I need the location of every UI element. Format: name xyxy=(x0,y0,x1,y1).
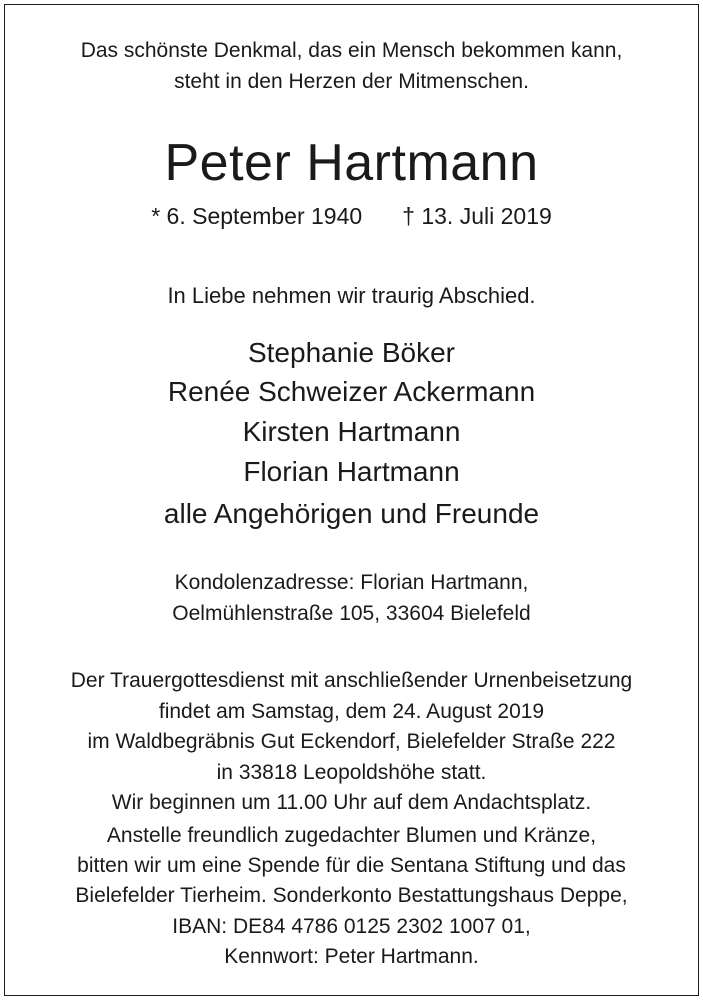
mourner-name: Florian Hartmann xyxy=(243,456,460,487)
motto-line: steht in den Herzen der Mitmenschen. xyxy=(174,70,529,93)
donation-info-line: Anstelle freundlich zugedachter Blumen und Kränze, xyxy=(106,824,597,847)
donation-info-line: bitten wir um eine Spende für die Sentana Stiftung und das xyxy=(77,854,626,877)
condolence-address-line: Oelmühlenstraße 105, 33604 Bielefeld xyxy=(172,602,531,625)
condolence-address-line: Kondolenzadresse: Florian Hartmann, xyxy=(174,571,529,594)
donation-info-line: Bielefelder Tierheim. Sonderkonto Bestattungshaus Deppe, xyxy=(75,884,628,907)
service-info-line: findet am Samstag, dem 24. August 2019 xyxy=(158,700,545,723)
mourner-name: Renée Schweizer Ackermann xyxy=(167,376,536,407)
service-info-line: Der Trauergottesdienst mit anschließender Urnenbeisetzung xyxy=(70,669,633,692)
service-info-line: im Waldbegräbnis Gut Eckendorf, Bielefelder Straße 222 xyxy=(87,730,616,753)
donation-info-line: Kennwort: Peter Hartmann. xyxy=(224,945,479,968)
deceased-name: Peter Hartmann xyxy=(164,134,539,192)
motto-line: Das schönste Denkmal, das ein Mensch bekommen kann, xyxy=(80,39,623,62)
service-info-line: Wir beginnen um 11.00 Uhr auf dem Andachtsplatz. xyxy=(111,791,592,814)
death-date: † 13. Juli 2019 xyxy=(402,203,552,229)
farewell-text: In Liebe nehmen wir traurig Abschied. xyxy=(167,283,536,308)
mourner-name: Stephanie Böker xyxy=(247,337,456,368)
service-info-line: in 33818 Leopoldshöhe statt. xyxy=(216,761,487,784)
birth-date: * 6. September 1940 xyxy=(151,203,363,229)
life-dates xyxy=(0,205,703,228)
donation-info-line: IBAN: DE84 4786 0125 2302 1007 01, xyxy=(172,915,531,938)
mourner-name: Kirsten Hartmann xyxy=(242,416,461,447)
mourner-name: alle Angehörigen und Freunde xyxy=(163,498,540,529)
